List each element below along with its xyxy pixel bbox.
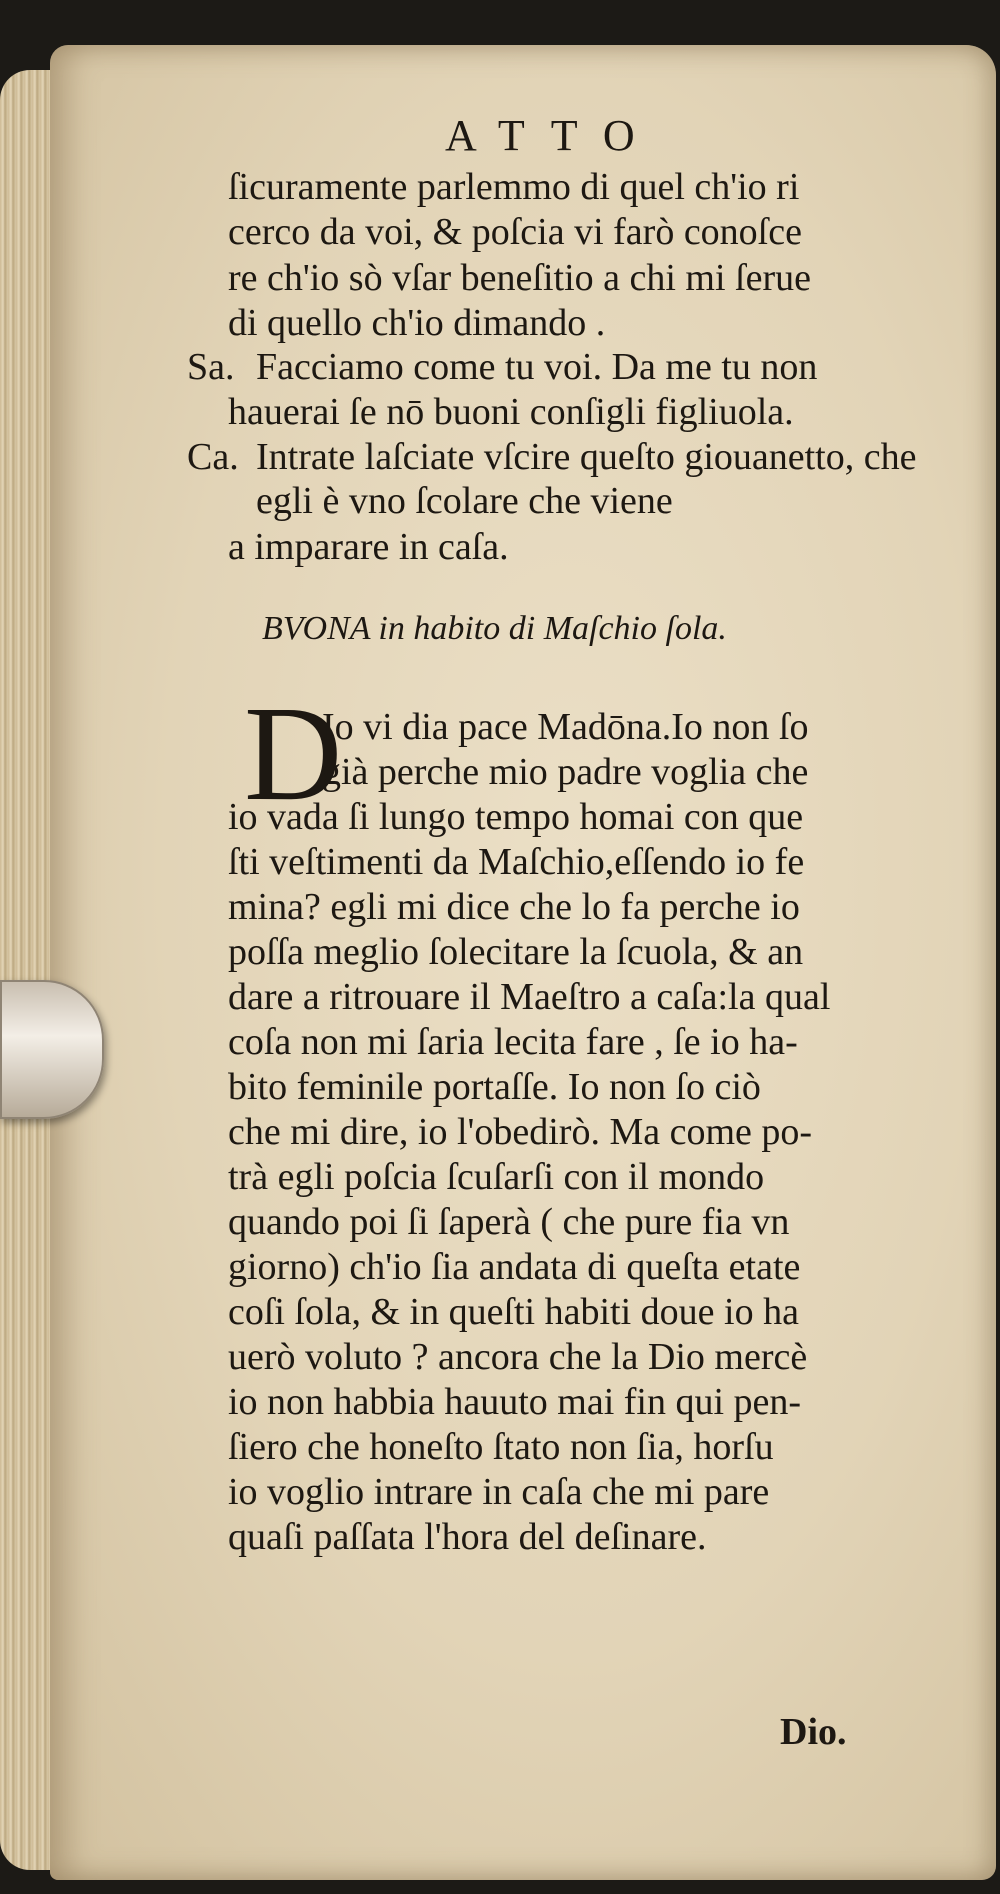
text-line: Facciamo come tu voi. Da me tu non	[256, 346, 818, 388]
speaker-label: Ca.	[187, 436, 239, 478]
text-line: a imparare in caſa.	[228, 526, 509, 568]
text-line: ſti veſtimenti da Maſchio,eſſendo io fe	[228, 841, 805, 883]
text-line: di quello ch'io dimando .	[228, 302, 606, 344]
text-line: coſa non mi ſaria lecita fare , ſe io ha-	[228, 1021, 798, 1063]
text-line: hauerai ſe nō buoni conſigli figliuola.	[228, 391, 794, 433]
text-line: giorno) ch'io ſia andata di queſta etate	[228, 1246, 801, 1288]
text-line: quando poi ſi ſaperà ( che pure fia vn	[228, 1201, 790, 1243]
text-line: che mi dire, io l'obedirò. Ma come po-	[228, 1111, 813, 1153]
scene-heading: BVONA in habito di Maſchio ſola.	[262, 610, 727, 647]
text-line: bito feminile portaſſe. Io non ſo ciò	[228, 1066, 761, 1108]
text-line: quaſi paſſata l'hora del deſinare.	[228, 1516, 707, 1558]
text-line: già perche mio padre voglia che	[322, 751, 809, 793]
text-line: Io vi dia pace Madōna.Io non ſo	[322, 706, 809, 748]
text-line: io voglio intrare in caſa che mi pare	[228, 1471, 770, 1513]
text-line: Intrate laſciate vſcire queſto giouanetto, che egli è vno ſcolare che viene	[256, 436, 917, 522]
drop-cap: D	[244, 679, 343, 829]
text-line: ſicuramente parlemmo di quel ch'io ri	[228, 166, 800, 208]
catchword: Dio.	[780, 1711, 847, 1753]
text-line: poſſa meglio ſolecitare la ſcuola, & an	[228, 931, 804, 973]
text-line: re ch'io sò vſar beneſitio a chi mi ſerue	[228, 257, 811, 299]
text-line: io vada ſi lungo tempo homai con que	[228, 796, 804, 838]
text-line: ſiero che honeſto ſtato non ſia, horſu	[228, 1426, 774, 1468]
text-line: trà egli poſcia ſcuſarſi con il mondo	[228, 1156, 765, 1198]
page-clip	[0, 980, 104, 1119]
speaker-label: Sa.	[187, 346, 235, 388]
text-line: cerco da voi, & poſcia vi farò conoſce	[228, 211, 802, 253]
text-line: uerò voluto ? ancora che la Dio mercè	[228, 1336, 808, 1378]
text-line: dare a ritrouare il Maeſtro a caſa:la qual	[228, 976, 831, 1018]
text-line: coſi ſola, & in queſti habiti doue io ha	[228, 1291, 799, 1333]
text-line: mina? egli mi dice che lo fa perche io	[228, 886, 800, 928]
text-line: io non habbia hauuto mai fin qui pen-	[228, 1381, 802, 1423]
running-title: ATTO	[445, 111, 661, 160]
